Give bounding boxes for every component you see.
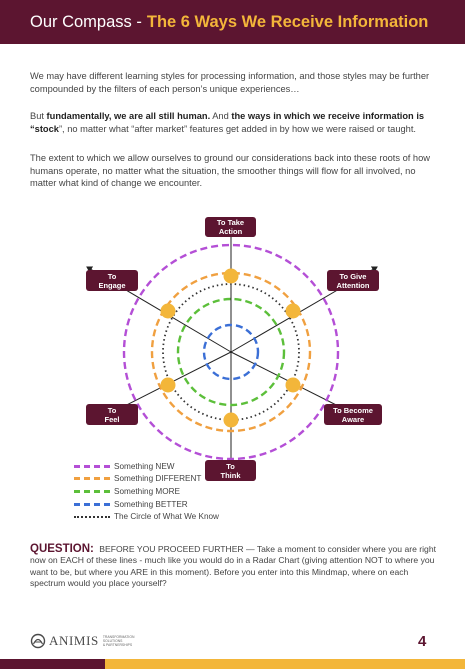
legend-label-know: The Circle of What We Know [114, 512, 219, 522]
logo-wordmark: ANIMIS [49, 633, 99, 648]
page-header [0, 0, 465, 44]
label-become-aware [324, 404, 382, 425]
logo-tagline [103, 635, 143, 647]
label-think-line-2: Think [220, 471, 241, 480]
node-engage [161, 304, 176, 319]
legend-label-new: Something NEW [114, 461, 175, 471]
intro-paragraph-2 [30, 110, 435, 135]
label-feel-line-2: Feel [104, 415, 120, 424]
label-take-action [205, 217, 256, 237]
intro-paragraph-1: We may have different learning styles for processing information, and those styles may be further compounded by the filters of each person’s unique experiences… [30, 71, 430, 94]
footer-bar-dark [0, 659, 105, 669]
p2-part-a: But [30, 111, 47, 121]
legend-label-more: Something MORE [114, 486, 180, 496]
footer-logo [30, 633, 143, 649]
legend-swatch-more [74, 490, 110, 493]
p2-part-e: ”, no matter what “after market” features get added in by how we were raised or taught. [58, 123, 417, 134]
intro-paragraph-3: The extent to which we allow ourselves to ground our considerations back into these roots of how humans operate, no matter what the situation, the smoother things will flow for all involved, no matter what kind of change we encounter. [30, 153, 430, 189]
header-title-highlight: The 6 Ways We Receive Information [146, 12, 429, 31]
node-give-attention [286, 304, 301, 319]
question-label: QUESTION: [30, 543, 94, 555]
page-number: 4 [418, 633, 427, 650]
legend-item-different [74, 473, 219, 486]
p2-part-c: And [210, 111, 232, 121]
label-take-action-line-2: Action [218, 227, 243, 236]
legend-label-different: Something DIFFERENT [114, 474, 202, 484]
legend-swatch-different [74, 477, 110, 480]
animis-logo-icon [30, 633, 46, 649]
node-think [224, 413, 239, 428]
label-feel [86, 404, 138, 425]
label-take-action-line-1: To Take [216, 218, 245, 227]
label-give-attention-line-2: Attention [336, 281, 370, 290]
label-give-attention-line-1: To Give [339, 272, 367, 281]
node-feel [161, 378, 176, 393]
p2-part-b: fundamentally, we are all still human. [46, 111, 211, 121]
footer-bar [0, 659, 465, 669]
label-engage-line-1: To [107, 272, 117, 281]
footer-bar-gold [105, 659, 465, 669]
legend-swatch-know [74, 516, 110, 518]
legend-label-better: Something BETTER [114, 499, 188, 509]
legend-item-more [74, 485, 219, 498]
header-title-prefix: Our Compass - [30, 12, 142, 31]
p2-part-d: the ways in which we receive information is “stock [30, 111, 425, 134]
logo-tagline-1: TRANSFORMATION [102, 635, 135, 639]
legend [74, 460, 219, 523]
legend-item-new [74, 460, 219, 473]
legend-swatch-new [74, 465, 110, 468]
label-give-attention [327, 270, 379, 291]
legend-item-better [74, 498, 219, 511]
label-engage [86, 270, 138, 291]
label-become-aware-line-1: To Become [333, 406, 373, 415]
label-engage-line-2: Engage [98, 281, 126, 290]
label-think-line-1: To [226, 462, 235, 471]
legend-item-know [74, 510, 219, 523]
legend-swatch-better [74, 503, 110, 506]
label-become-aware-line-2: Aware [341, 415, 365, 424]
label-feel-line-1: To [107, 406, 117, 415]
question-block [30, 544, 438, 590]
node-become-aware [286, 378, 301, 393]
node-take-action [224, 269, 239, 284]
logo-tagline-2: SOLUTIONS [102, 639, 123, 643]
question-text: BEFORE YOU PROCEED FURTHER — Take a moment to consider where you are right now on EACH of these lines - much like you would do in a Radar Chart (giving attention NOT to where you want to be, but where you ARE in this moment). Before you enter into this Mindmap, where on each spectrum would you place yourself? [30, 544, 436, 589]
logo-tagline-3: & PARTNERSHIPS [102, 643, 133, 647]
